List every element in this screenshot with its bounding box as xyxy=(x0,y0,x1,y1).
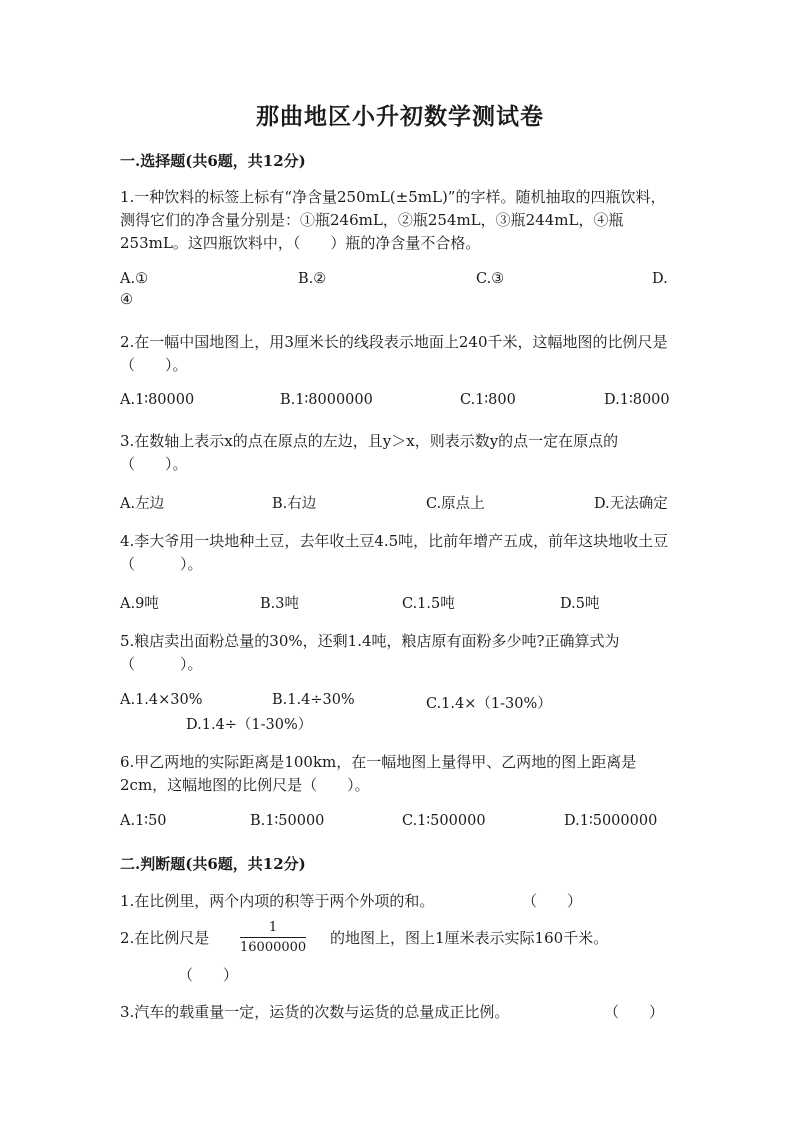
option-c[interactable]: C.1.4×（1-30%） xyxy=(426,696,552,712)
option-c[interactable]: C.1∶800 xyxy=(460,392,516,408)
option-b[interactable]: B.1∶50000 xyxy=(250,813,325,829)
scale-fraction xyxy=(240,919,306,956)
option-d[interactable]: D.1∶8000 xyxy=(604,392,670,408)
question-3-options xyxy=(120,492,680,514)
option-d[interactable]: D.1∶5000000 xyxy=(564,813,658,829)
option-a[interactable]: A.左边 xyxy=(120,496,165,512)
page-title: 那曲地区小升初数学测试卷 xyxy=(256,103,544,130)
option-a[interactable]: A.① xyxy=(120,271,149,287)
option-d[interactable]: D.1.4÷（1-30%） xyxy=(186,717,313,733)
question-5-options xyxy=(120,692,680,714)
judge-3-text: 3.汽车的载重量一定，运货的次数与运货的总量成正比例。 xyxy=(120,1003,510,1021)
option-d-value[interactable]: ④ xyxy=(120,292,133,308)
option-c[interactable]: C.原点上 xyxy=(426,496,485,512)
section-judge-heading: 二.判断题(共6题，共12分) xyxy=(120,855,306,873)
question-1-options-wrap xyxy=(120,292,680,314)
question-2-text: 2.在一幅中国地图上，用3厘米长的线段表示地面上240千米，这幅地图的比例尺是（ ）。 xyxy=(120,333,668,374)
question-4-options xyxy=(120,592,680,614)
option-b[interactable]: B.3吨 xyxy=(260,596,299,612)
question-4-text: 4.李大爷用一块地种土豆，去年收土豆4.5吨，比前年增产五成，前年这块地收土豆（ ）。 xyxy=(120,532,669,573)
option-d[interactable]: D.5吨 xyxy=(560,596,600,612)
question-1-text: 1.一种饮料的标签上标有“净含量250mL(±5mL)”的字样。随机抽取的四瓶饮料，测得它们的净含量分别是：①瓶246mL，②瓶254mL，③瓶244mL，④瓶253mL。这四瓶饮料中，（ ）瓶的净含量不合格。 xyxy=(120,188,666,252)
option-d[interactable]: D. xyxy=(652,271,668,287)
judge-2-suffix: 的地图上，图上1厘米表示实际160千米。 xyxy=(330,929,609,947)
option-d[interactable]: D.无法确定 xyxy=(594,496,668,512)
option-b[interactable]: B.1.4÷30% xyxy=(272,692,355,708)
fraction-denominator: 16000000 xyxy=(240,940,307,955)
fraction-numerator: 1 xyxy=(240,919,306,938)
option-a[interactable]: A.1∶50 xyxy=(120,813,167,829)
question-1-options xyxy=(120,271,680,293)
option-a[interactable]: A.1.4×30% xyxy=(120,692,203,708)
option-a[interactable]: A.1∶80000 xyxy=(120,392,195,408)
judge-1-text: 1.在比例里，两个内项的积等于两个外项的和。 xyxy=(120,892,435,910)
question-5-text: 5.粮店卖出面粉总量的30%，还剩1.4吨，粮店原有面粉多少吨?正确算式为（ ）。 xyxy=(120,632,620,673)
option-b[interactable]: B.② xyxy=(298,271,327,287)
question-6-text: 6.甲乙两地的实际距离是100km，在一幅地图上量得甲、乙两地的图上距离是2cm，这幅地图的比例尺是（ ）。 xyxy=(120,753,637,794)
judge-2-prefix: 2.在比例尺是 xyxy=(120,929,210,947)
question-3-text: 3.在数轴上表示x的点在原点的左边，且y＞x，则表示数y的点一定在原点的（ ）。 xyxy=(120,432,619,473)
question-5-options-wrap xyxy=(120,713,680,735)
option-c[interactable]: C.1.5吨 xyxy=(402,596,455,612)
question-6-options xyxy=(120,813,680,835)
option-b[interactable]: B.右边 xyxy=(272,496,317,512)
question-2-options xyxy=(120,392,680,414)
option-c[interactable]: C.1∶500000 xyxy=(402,813,486,829)
option-c[interactable]: C.③ xyxy=(476,271,505,287)
judge-1-answer-blank[interactable]: （ ） xyxy=(522,892,583,910)
option-a[interactable]: A.9吨 xyxy=(120,596,159,612)
judge-2-answer-blank[interactable]: （ ） xyxy=(178,966,239,984)
judge-3-answer-blank[interactable]: （ ） xyxy=(604,1003,665,1021)
option-b[interactable]: B.1∶8000000 xyxy=(280,392,373,408)
section-choice-heading: 一.选择题(共6题，共12分) xyxy=(120,152,306,170)
